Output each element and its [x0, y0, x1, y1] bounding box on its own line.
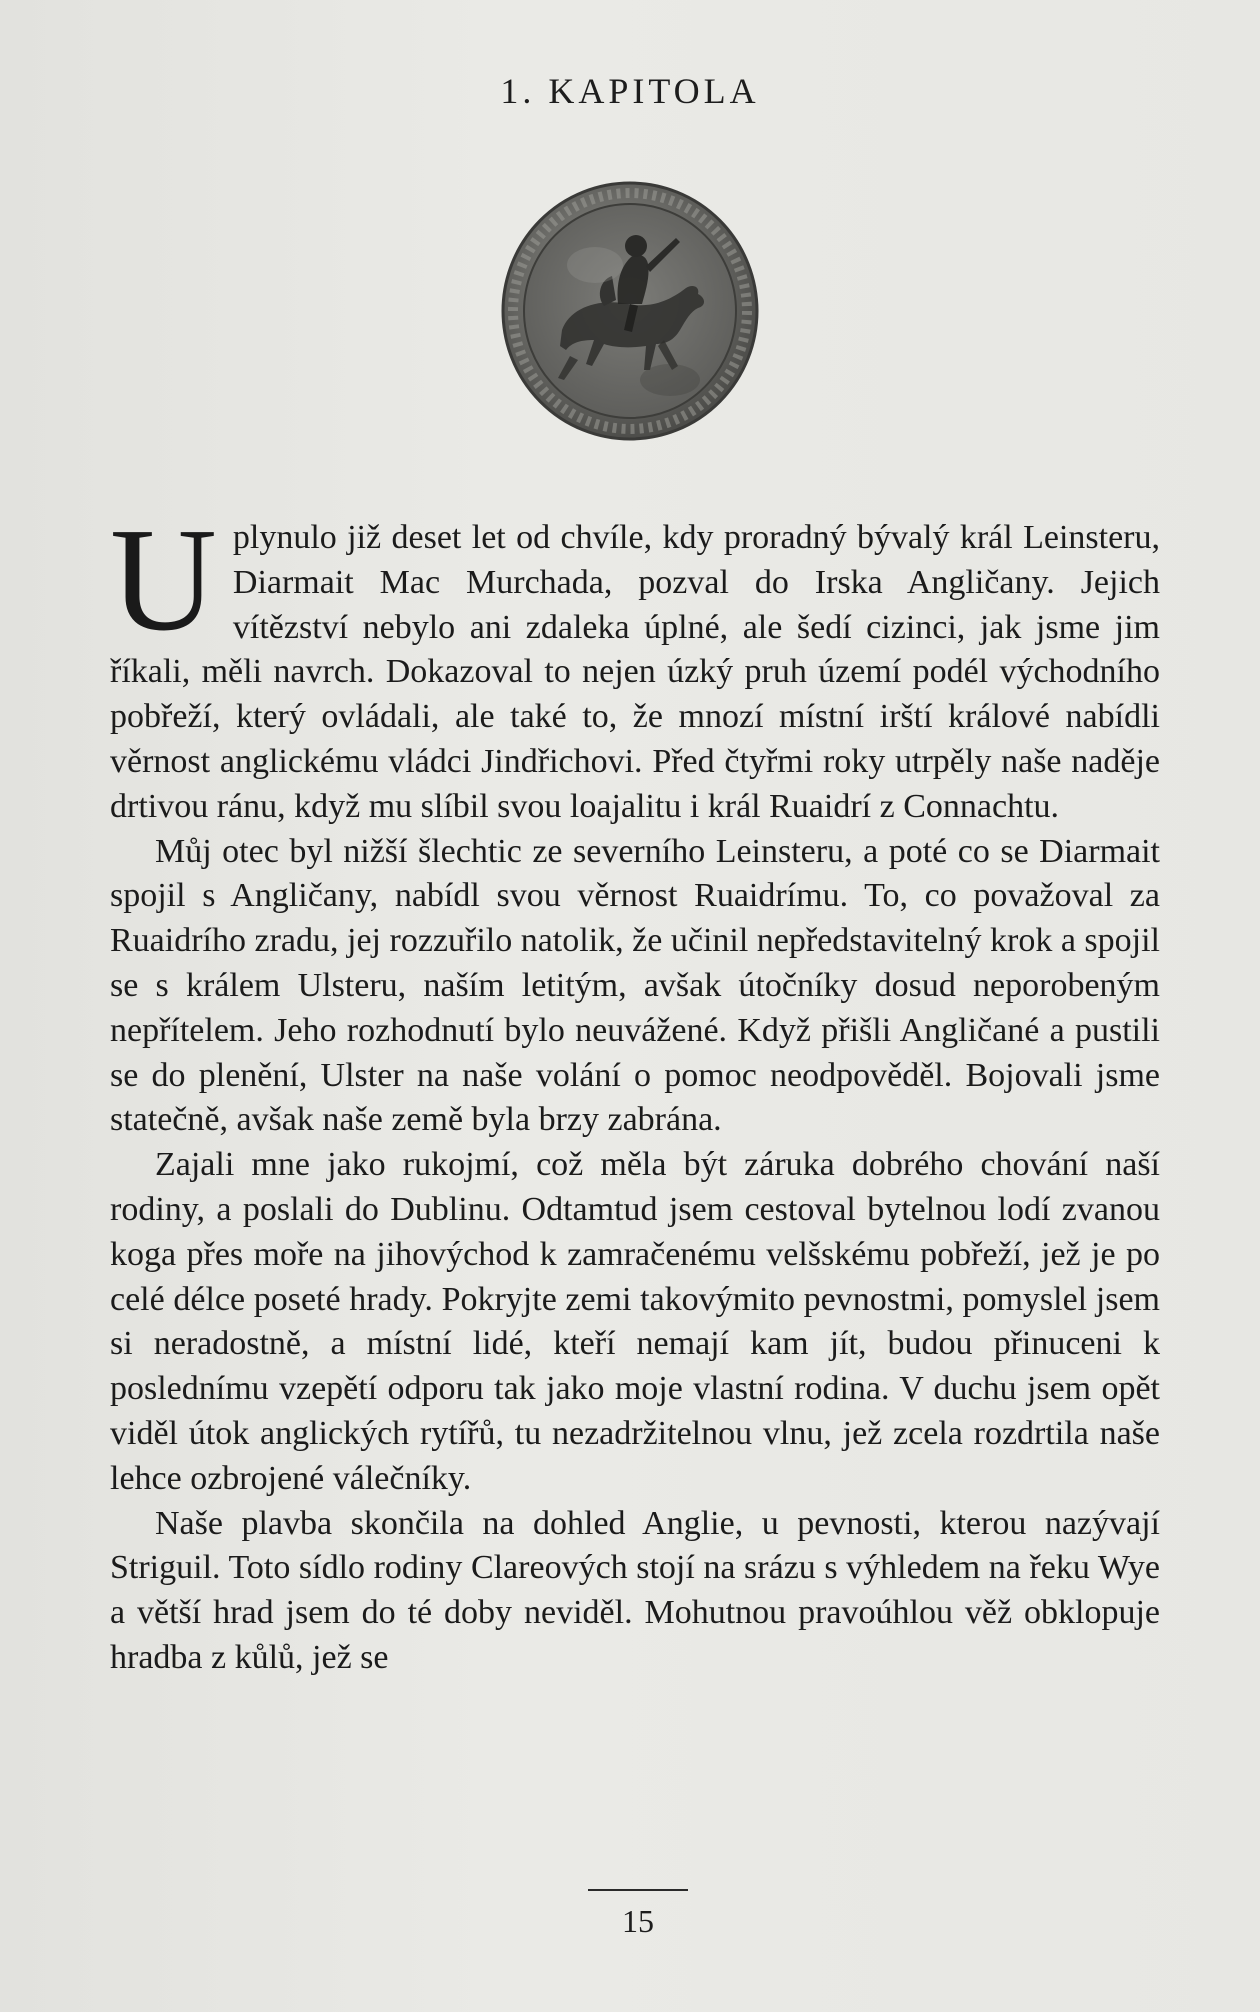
paragraph-2: Můj otec byl nižší šlechtic ze severního Leinsteru, a poté co se Diarmait spojil s Angličany, nabídl svou věrnost Ruaidrímu. To, co považoval za Ruaidrího zradu, jej rozzuřilo natolik, že učinil nepředstavitelný krok a spojil se s králem Ulsteru, naším letitým, avšak útočníky dosud neporobeným nepřítelem. Jeho rozhodnutí bylo neuvážené. Když přišli Angličané a pustili se do plenění, Ulster na naše volání o pomoc neodpověděl. Bojovali jsme statečně, avšak naše země byla brzy zabrána. — [110, 832, 1160, 1139]
paragraph-1 — [110, 498, 1160, 830]
medieval-seal-illustration — [500, 180, 760, 442]
page-number: 15 — [622, 1903, 654, 1939]
drop-cap-letter: U — [110, 498, 217, 662]
footer-rule — [588, 1889, 688, 1891]
chapter-body-text — [110, 498, 1160, 1681]
chapter-title: 1. KAPITOLA — [500, 71, 760, 111]
paragraph-1-text: plynulo již deset let od chvíle, kdy proradný bývalý král Leinsteru, Diarmait Mac Murchada, pozval do Irska Angličany. Jejich vítězství nebylo ani zdaleka úplné, ale šedí cizinci, jak jsme jim říkali, měli navrch. Dokazoval to nejen úzký pruh území podél východního pobřeží, který ovládali, ale také to, že mnozí místní irští králové nabídli věrnost anglickému vládci Jindřichovi. Před čtyřmi roky utrpěly naše naděje drtivou ránu, když mu slíbil svou loajalitu i král Ruaidrí z Connachtu. — [110, 519, 1160, 825]
paragraph-3: Zajali mne jako rukojmí, což měla být záruka dobrého chování naší rodiny, a poslali do Dublinu. Odtamtud jsem cestoval bytelnou lodí zvanou koga přes moře na jihovýchod k zamračenému velšskému pobřeží, jež je po celé délce poseté hrady. Pokryjte zemi takovýmito pevnostmi, pomyslel jsem si neradostně, a místní lidé, kteří nemají kam jít, budou přinuceni k poslednímu vzepětí odporu tak jako moje vlastní rodina. V duchu jsem opět viděl útok anglických rytířů, tu nezadržitelnou vlnu, jež zcela rozdrtila naše lehce ozbrojené válečníky. — [110, 1146, 1160, 1497]
paragraph-4: Naše plavba skončila na dohled Anglie, u pevnosti, kterou nazývají Striguil. Toto sídlo rodiny Clareových stojí na srázu s výhledem na řeku Wye a větší hrad jsem do té doby neviděl. Mohutnou pravoúhlou věž obklopuje hradba z kůlů, jež se — [110, 1504, 1160, 1676]
